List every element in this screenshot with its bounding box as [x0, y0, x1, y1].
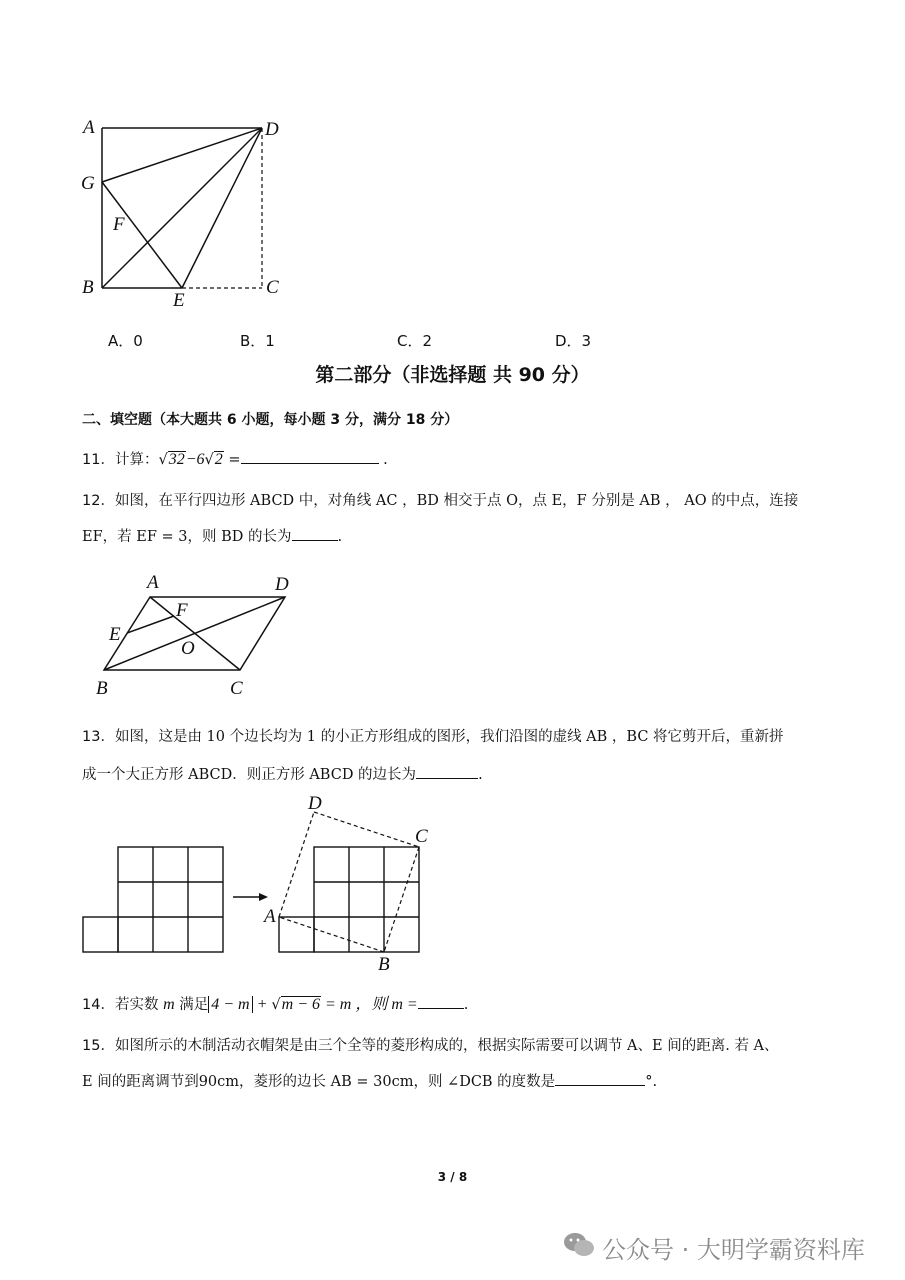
radicand: m − 6 [281, 996, 320, 1013]
square-figure [75, 110, 295, 310]
question-13-line-1 [82, 727, 784, 747]
answer-blank[interactable] [241, 449, 379, 464]
question-number: 11． [82, 452, 115, 468]
question-end: . [337, 529, 343, 545]
label-b: B [82, 277, 94, 298]
question-text: 如图，在平行四边形 ABCD 中，对角线 AC ，BD 相交于点 O，点 E，F 分别是 AB ， AO 的中点，连接 [114, 493, 799, 509]
question-text: EF，若 EF = 3，则 BD 的长为 [82, 529, 292, 545]
question-end: . [378, 452, 388, 468]
choice-a[interactable]: A．0 [108, 332, 143, 350]
question-11: 11．计算：√32−6√2 = . [82, 451, 388, 468]
question-12-line-2 [82, 526, 342, 547]
page-number: 3 / 8 [437, 1170, 468, 1184]
answer-blank[interactable] [555, 1071, 645, 1086]
label-b: B [96, 678, 108, 699]
label-f: F [176, 600, 188, 621]
absolute-value: 4 − m [208, 996, 252, 1013]
answer-blank[interactable] [292, 526, 338, 541]
question-text: E 间的距离调节到90cm，菱形的边长 AB = 30cm，则 ∠DCB 的度数是 [82, 1074, 556, 1090]
label-c: C [230, 678, 243, 699]
equation-rest: = m ，则 m = [321, 996, 418, 1013]
question-15-line-2 [82, 1071, 657, 1092]
label-d: D [265, 119, 279, 140]
question-text: 如图所示的木制活动衣帽架是由三个全等的菱形构成的，根据实际需要可以调节 A、E 间的距离. 若 A、 [114, 1038, 779, 1054]
question-text: 成一个大正方形 ABCD．则正方形 ABCD 的边长为 [82, 767, 417, 783]
label-a: A [83, 117, 95, 138]
radicand-1: 32 [168, 451, 185, 468]
question-number: 13． [82, 729, 115, 745]
coefficient: −6 [185, 451, 205, 468]
label-c: C [415, 826, 428, 847]
question-text: 满足 [174, 997, 209, 1013]
label-b: B [378, 954, 390, 975]
section-title: 第二部分（非选择题 共 90 分） [315, 364, 590, 386]
watermark-text: 公众号 · 大明学霸资料库 [602, 1236, 865, 1264]
label-f: F [113, 214, 125, 235]
radicand-2: 2 [214, 451, 223, 468]
label-e: E [109, 624, 121, 645]
question-number: 14． [82, 997, 115, 1013]
section-heading: 二、填空题（本大题共 6 小题，每小题 3 分，满分 18 分） [82, 412, 459, 428]
question-text: 计算： [114, 452, 159, 468]
equals-sign: = [223, 452, 241, 468]
label-d: D [308, 793, 322, 814]
label-d: D [275, 574, 289, 595]
question-13-line-2 [82, 764, 483, 785]
question-number: 15． [82, 1038, 115, 1054]
label-g: G [81, 173, 95, 194]
label-a: A [264, 906, 276, 927]
choice-b[interactable]: B．1 [240, 332, 275, 350]
answer-blank[interactable] [416, 764, 478, 779]
label-o: O [181, 638, 195, 659]
question-number: 12． [82, 493, 115, 509]
question-12-line-1 [82, 491, 798, 511]
label-a: A [147, 572, 159, 593]
question-14: 14．若实数 m 满足 4 − m + √m − 6 = m ，则 m = . [82, 996, 469, 1013]
parallelogram-figure [90, 570, 310, 705]
question-15-line-1 [82, 1036, 779, 1056]
variable-m: m [163, 996, 175, 1013]
plus-sign: + [252, 996, 272, 1013]
question-text: 如图，这是由 10 个边长均为 1 的小正方形组成的图形，我们沿图的虚线 AB ，BC 将它剪开后，重新拼 [114, 729, 784, 745]
square-cut-figure [75, 790, 455, 975]
answer-blank[interactable] [418, 994, 464, 1009]
label-c: C [266, 277, 279, 298]
choice-c[interactable]: C．2 [397, 332, 433, 350]
label-e: E [173, 290, 185, 311]
question-end: . [478, 767, 483, 783]
wechat-icon [562, 1230, 596, 1260]
question-end: °. [645, 1074, 658, 1090]
question-end: . [463, 997, 469, 1013]
choice-d[interactable]: D．3 [555, 332, 592, 350]
question-text: 若实数 [114, 997, 164, 1013]
